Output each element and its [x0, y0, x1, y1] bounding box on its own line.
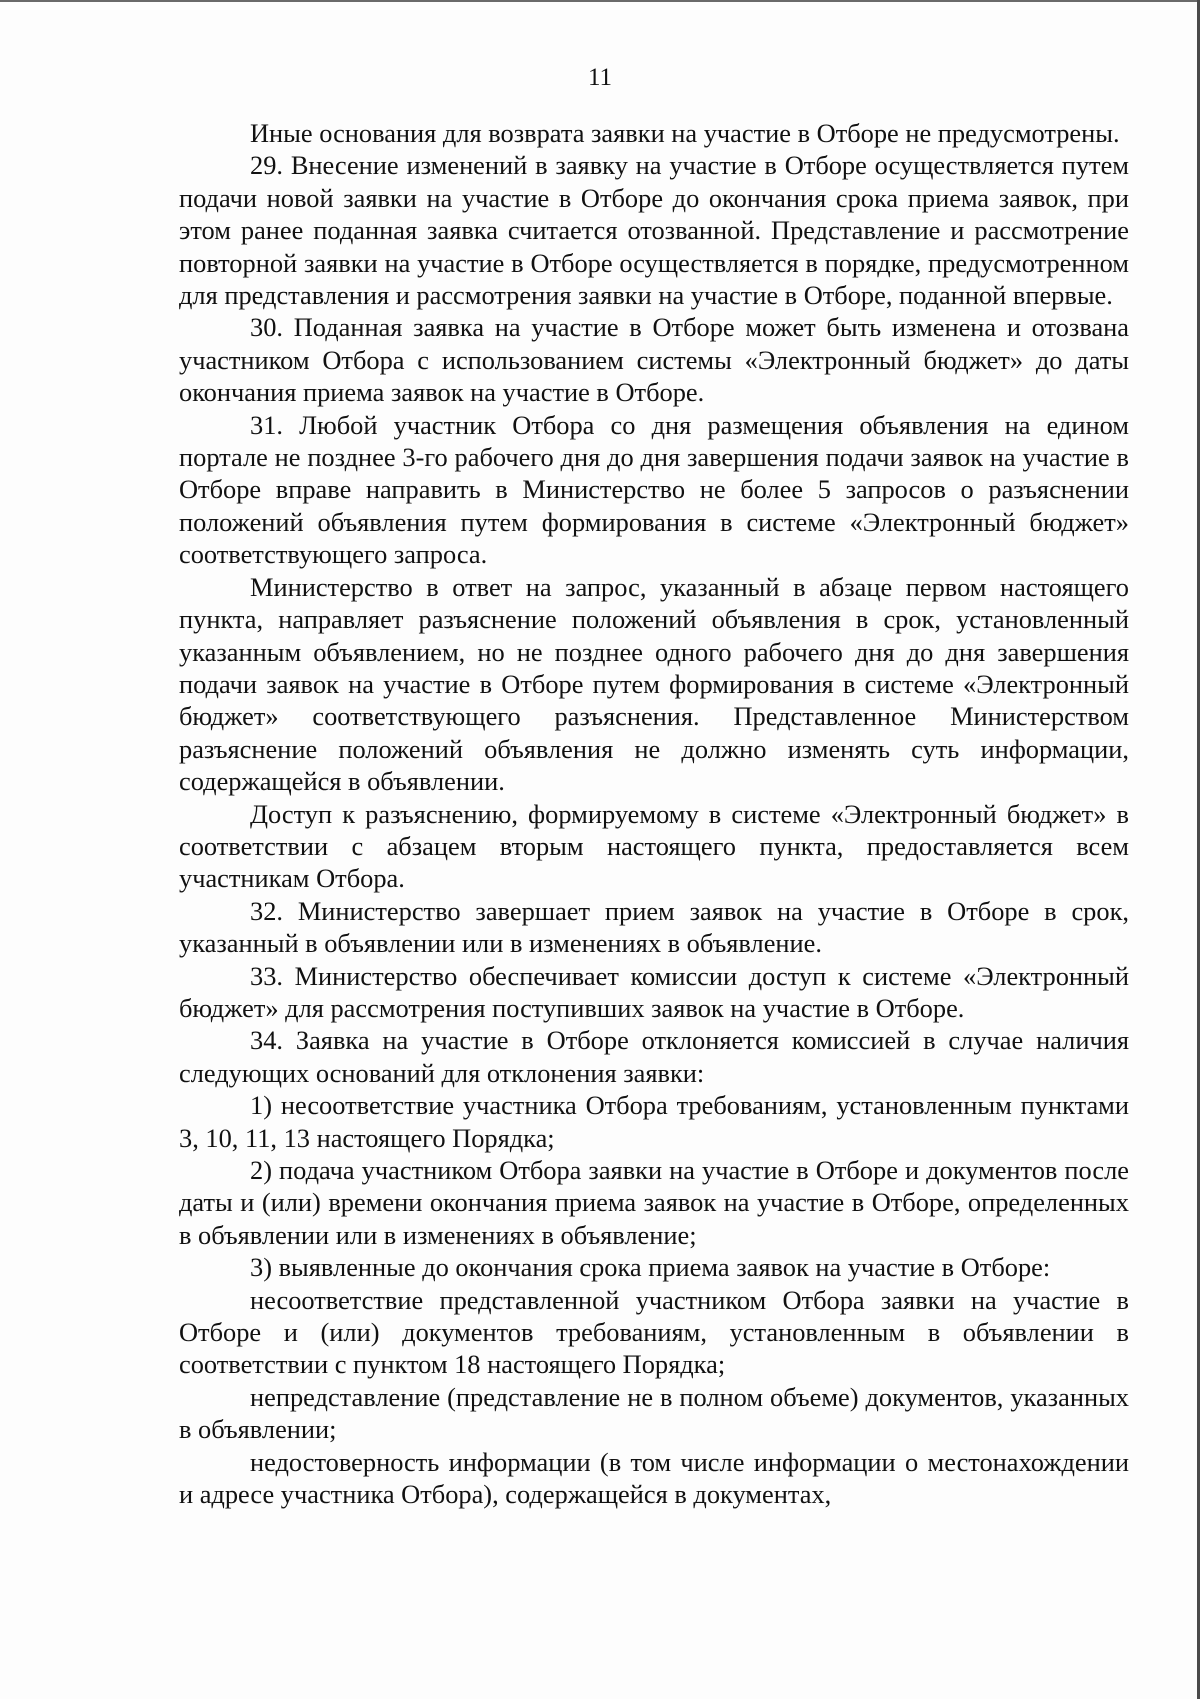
scan-top-edge [0, 0, 1200, 2]
paragraph: Иные основания для возврата заявки на участие в Отборе не предусмотрены. [250, 118, 1120, 148]
document-body [179, 117, 1129, 1510]
paragraph: 33. Министерство обеспечивает комиссии доступ к системе «Электронный бюджет» для рассмотрения поступивших заявок на участие в Отборе. [179, 960, 1129, 1023]
paragraph: 1) несоответствие участника Отбора требованиям, установленным пунктами 3, 10, 11, 13 настоящего Порядка; [179, 1090, 1129, 1153]
paragraph: несоответствие представленной участником Отбора заявки на участие в Отборе и (или) документов требованиям, установленным в объявлении в соответствии с пунктом 18 настоящего Порядка; [179, 1284, 1129, 1380]
paragraph: 3) выявленные до окончания срока приема заявок на участие в Отборе: [250, 1252, 1051, 1283]
paragraph: Министерство в ответ на запрос, указанный в абзаце первом настоящего пункта, направляет разъяснение положений объявления в срок, установленный указанным объявлением, но не позднее одного рабочего дня до дня завершения подачи заявок на участие в Отборе путем формирования в системе «Электронный бюджет» соответствующего разъяснения. Представленное Министерством разъяснение положений объявления не должно изменять суть информации, содержащейся в объявлении. [179, 571, 1129, 797]
paragraph: 30. Поданная заявка на участие в Отборе может быть изменена и отозвана участником Отбора с использованием системы «Электронный бюджет» до даты окончания приема заявок на участие в Отборе. [179, 312, 1129, 408]
paragraph: 2) подача участником Отбора заявки на участие в Отборе и документов после даты и (или) времени окончания приема заявок на участие в Отборе, определенных в объявлении или в изменениях в объявление; [179, 1155, 1129, 1250]
paragraph: 34. Заявка на участие в Отборе отклоняется комиссией в случае наличия следующих оснований для отклонения заявки: [179, 1025, 1129, 1088]
paragraph: недостоверность информации (в том числе информации о местонахождении и адресе участника Отбора), содержащейся в документах, [179, 1446, 1129, 1510]
paragraph: 29. Внесение изменений в заявку на участие в Отборе осуществляется путем подачи новой заявки на участие в Отборе до окончания срока приема заявок, при этом ранее поданная заявка считается отозванной. Представление и рассмотрение повторной заявки на участие в Отборе осуществляется в порядке, предусмотренном для представления и рассмотрения заявки на участие в Отборе, поданной впервые. [179, 150, 1129, 311]
paragraph: непредставление (представление не в полном объеме) документов, указанных в объявлении; [179, 1381, 1129, 1445]
paragraph: 31. Любой участник Отбора со дня размещения объявления на едином портале не позднее 3-го рабочего дня до дня завершения подачи заявок на участие в Отборе вправе направить в Министерство не более 5 запросов о разъяснении положений объявления путем формирования в системе «Электронный бюджет» соответствующего запроса. [179, 409, 1129, 570]
paragraph: Доступ к разъяснению, формируемому в системе «Электронный бюджет» в соответствии с абзацем вторым настоящего пункта, предоставляется всем участникам Отбора. [179, 798, 1129, 894]
page-number: 11 [587, 64, 613, 91]
paragraph: 32. Министерство завершает прием заявок на участие в Отборе в срок, указанный в объявлении или в изменениях в объявление. [179, 895, 1129, 959]
